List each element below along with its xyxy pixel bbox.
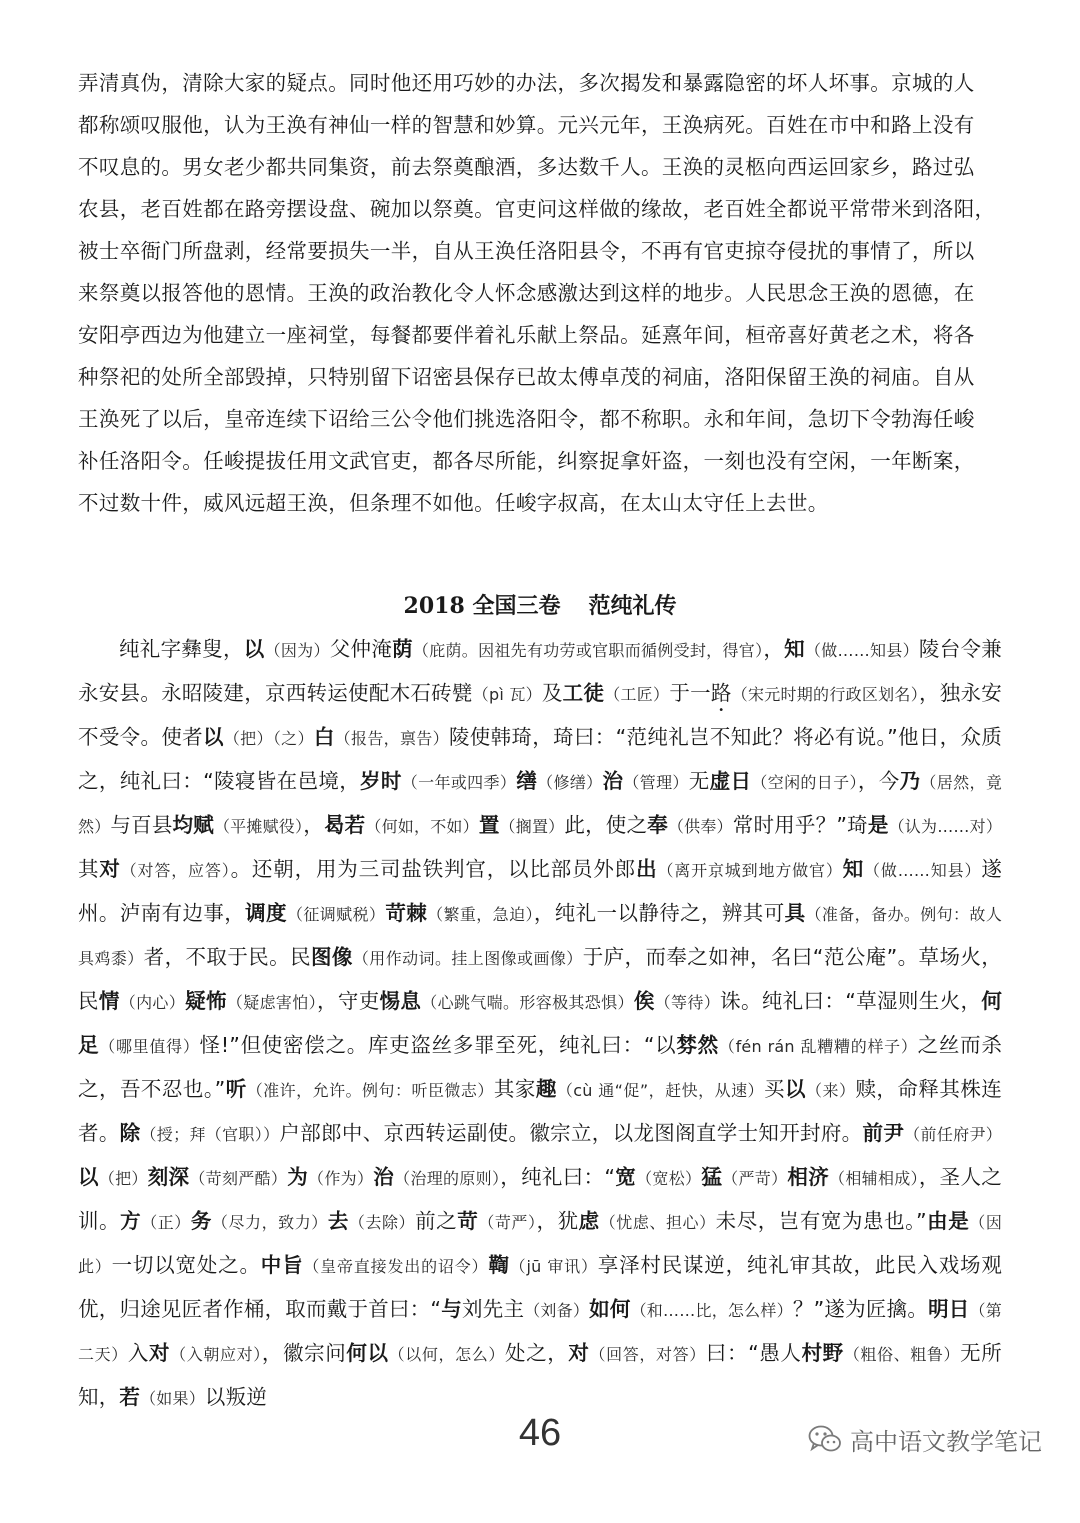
- keyword: 荫: [392, 637, 413, 661]
- keyword: 若: [119, 1385, 141, 1409]
- passage-text: 怪!”但使密偿之。库吏盗丝多罪至死，纯礼曰：“以: [199, 1033, 677, 1057]
- passage-text: 常时用乎？”琦: [732, 813, 868, 837]
- keyword: 猛: [701, 1165, 723, 1189]
- passage-text: ，: [763, 637, 785, 661]
- keyword: 由是: [926, 1209, 970, 1233]
- gloss-note: （粗俗、粗鲁）: [843, 1345, 961, 1364]
- keyword: 中旨: [260, 1253, 304, 1277]
- keyword: 以: [785, 1077, 806, 1101]
- passage-text: 享泽村民谋逆，纯礼审其故，此民入戏场观优，归途见匠者作桶，取而戴于首曰：“: [78, 1253, 1003, 1321]
- intro-line: 都称颂叹服他，认为王涣有神仙一样的智慧和妙算。元兴元年，王涣病死。百姓在市中和路上没有: [78, 113, 975, 137]
- keyword: 疑怖: [185, 989, 227, 1013]
- keyword: 知: [842, 857, 865, 881]
- gloss-note: （把）（之）: [223, 729, 314, 748]
- keyword: 务: [190, 1209, 212, 1233]
- intro-line: 种祭祀的处所全部毁掉，只特别留下诏密县保存已故太傅卓茂的祠庙，洛阳保留王涣的祠庙。自从: [78, 365, 975, 389]
- keyword: 乃: [899, 769, 921, 793]
- gloss-note: （心跳气喘。形容极其恐惧）: [421, 993, 634, 1012]
- passage-text: ，今: [857, 769, 900, 793]
- keyword: 为: [287, 1165, 309, 1189]
- gloss-note: （认为……对）: [888, 817, 1003, 836]
- passage-text: 一切以宽处之。: [111, 1253, 261, 1277]
- keyword: 听: [225, 1077, 247, 1101]
- passage-text: 买: [764, 1077, 786, 1101]
- gloss-note: （苛严）: [478, 1213, 537, 1232]
- gloss-note: （pì 瓦）: [472, 685, 542, 704]
- gloss-note: （jū 审讯）: [509, 1257, 598, 1276]
- keyword: 情: [98, 989, 120, 1013]
- watermark: [808, 1422, 1042, 1456]
- gloss-note: （庇荫。因祖先有功劳或官职而循例受封，得官）: [412, 641, 764, 660]
- keyword: 对: [568, 1341, 590, 1365]
- title-exam: 全国三卷: [472, 593, 561, 619]
- passage-text: ，徽宗问: [261, 1341, 347, 1365]
- passage-text: 无: [688, 769, 710, 793]
- passage-text: 无所知，: [78, 1341, 1002, 1409]
- gloss-note: （搁置）: [499, 817, 565, 836]
- gloss-note: （内心）: [119, 993, 186, 1012]
- gloss-note: （严苛）: [722, 1169, 788, 1188]
- keyword: 出: [636, 857, 658, 881]
- intro-line: 弄清真伪，清除大家的疑点。同时他还用巧妙的办法，多次揭发和暴露隐密的坏人坏事。京城的人: [78, 71, 975, 95]
- passage-text: 与百县: [110, 813, 173, 837]
- keyword: 奉: [647, 813, 668, 837]
- keyword: 对: [149, 1341, 171, 1365]
- passage-text: 父仲淹: [329, 637, 393, 661]
- passage-text: 前之: [415, 1209, 458, 1233]
- keyword: 何足: [78, 989, 1003, 1057]
- intro-line: 被士卒衙门所盘剥，经常要损失一半，自从王涣任洛阳县令，不再有官吏掠夺侵扰的事情了，所以: [78, 239, 975, 263]
- passage-text: 之丝而杀之，吾不忍也。”: [78, 1033, 1003, 1101]
- passage-text: 纯礼字彝叟，: [119, 637, 244, 661]
- keyword: 治: [373, 1165, 395, 1189]
- gloss-note: （治理的原则）: [394, 1169, 501, 1188]
- gloss-note: （管理）: [623, 773, 689, 792]
- passage-text: ，圣人之训。: [78, 1165, 1003, 1233]
- gloss-note: （用作动词。挂上图像或画像）: [352, 949, 583, 968]
- gloss-note: （修缮）: [537, 773, 603, 792]
- passage-text: 其: [78, 857, 100, 881]
- gloss-note: （平摊赋役）: [213, 817, 304, 836]
- gloss-note: （皇帝直接发出的诏令）: [303, 1257, 489, 1276]
- passage-text: 者，不取于民。民: [143, 945, 312, 969]
- gloss-note: （第二天）: [78, 1301, 1002, 1364]
- keyword: 置: [478, 813, 500, 837]
- gloss-note: （因为）: [264, 641, 330, 660]
- passage-text: 此，使之: [564, 813, 648, 837]
- gloss-note: （宽松）: [636, 1169, 702, 1188]
- keyword: 是: [867, 813, 889, 837]
- keyword: 惕息: [379, 989, 422, 1013]
- passage-text: 曰：“愚人: [705, 1341, 802, 1365]
- gloss-note: （准许，允许。例句：听臣微志）: [246, 1081, 494, 1100]
- page-number: 46: [518, 1412, 562, 1454]
- section-title: [78, 584, 1002, 628]
- gloss-note: （前任府尹）: [904, 1125, 1002, 1144]
- gloss-note: （工匠）: [604, 685, 670, 704]
- keyword: 以: [243, 637, 265, 661]
- passage-text: 陵台令兼永安县。永昭陵建，京西转运使配木石砖甓: [78, 637, 1002, 705]
- gloss-note: （正）: [141, 1213, 191, 1232]
- gloss-note: （以何，怎么）: [388, 1345, 505, 1364]
- gloss-note: （准备，备办。例句：故人具鸡黍）: [78, 905, 1003, 968]
- gloss-note: （供奉）: [667, 817, 733, 836]
- gloss-note: （宋元时期的行政区划名）: [731, 685, 919, 704]
- gloss-note: （苛刻严酷）: [189, 1169, 288, 1188]
- intro-line: 补任洛阳令。任峻提拔任用文武官吏，都各尽所能，纠察捉拿奸盗，一刻也没有空闲，一年断案，: [78, 449, 975, 473]
- keyword: 宽: [615, 1165, 637, 1189]
- keyword: 明日: [928, 1297, 970, 1321]
- gloss-note: （离开京城到地方做官）: [657, 861, 843, 880]
- gloss-note: （忧虑、担心）: [599, 1213, 716, 1232]
- keyword: 工徒: [562, 681, 605, 705]
- gloss-note: （授；拜（官职））: [140, 1125, 280, 1144]
- keyword: 与: [441, 1297, 462, 1321]
- keyword: 具: [784, 901, 806, 925]
- keyword: 相济: [787, 1165, 830, 1189]
- passage-text: 赎，命释其株连者。: [78, 1077, 1003, 1145]
- passage-text: 处之，: [504, 1341, 569, 1365]
- keyword: 棼然: [676, 1033, 719, 1057]
- gloss-note: （如果）: [140, 1389, 205, 1408]
- keyword: 苛: [457, 1209, 479, 1233]
- gloss-note: （相辅相成）: [829, 1169, 919, 1188]
- keyword: 曷若: [323, 813, 366, 837]
- keyword: 除: [119, 1121, 141, 1145]
- gloss-note: （和……比，怎么样）: [630, 1301, 793, 1320]
- gloss-note: （来）: [806, 1081, 856, 1100]
- gloss-note: （何如，不如）: [365, 817, 479, 836]
- passage-text: 及: [541, 681, 563, 705]
- keyword: 知: [784, 637, 805, 661]
- passage-text: ，: [303, 813, 324, 837]
- keyword: 鞫: [488, 1253, 510, 1277]
- keyword: 刻深: [147, 1165, 190, 1189]
- keyword: 苛棘: [385, 901, 428, 925]
- intro-paragraph: [78, 62, 1002, 524]
- passage-text: 未尽，岂有宽为患也。”: [715, 1209, 927, 1233]
- keyword: 对: [99, 857, 121, 881]
- passage-text: ，犹: [536, 1209, 579, 1233]
- passage-text: 遂州。泸南有边事，: [78, 857, 1003, 925]
- gloss-note: （去除）: [348, 1213, 416, 1232]
- annotated-passage: [78, 628, 1002, 1420]
- keyword: 前尹: [862, 1121, 905, 1145]
- gloss-note: （作为）: [308, 1169, 374, 1188]
- keyword: 缮: [516, 769, 538, 793]
- title-name: 范纯礼传: [588, 593, 677, 619]
- gloss-note: （尽力，致力）: [211, 1213, 328, 1232]
- keyword: 去: [327, 1209, 349, 1233]
- document-page: [78, 62, 1002, 1420]
- intro-line: 王涣死了以后，皇帝连续下诏给三公令他们挑选洛阳令，都不称职。永和年间，急切下令勃海任峻: [78, 407, 975, 431]
- keyword: 趣: [535, 1077, 557, 1101]
- passage-text: 户部郎中、京西转运副使。徽宗立，以龙图阁直学士知开封府。: [279, 1121, 863, 1145]
- keyword: 均赋: [172, 813, 214, 837]
- keyword: 图像: [311, 945, 353, 969]
- gloss-note: （等待）: [654, 993, 721, 1012]
- watermark-text: 高中语文教学笔记: [850, 1427, 1042, 1456]
- gloss-note: （fén rán 乱糟糟的样子）: [718, 1037, 918, 1056]
- gloss-note: （做……知县）: [864, 861, 982, 880]
- gloss-note: （入朝应对）: [170, 1345, 262, 1364]
- passage-text: 以叛逆: [204, 1385, 268, 1409]
- keyword: 虑: [578, 1209, 600, 1233]
- keyword: 如何: [589, 1297, 631, 1321]
- gloss-note: （刘备）: [524, 1301, 590, 1320]
- gloss-note: （cù 通“促”，赶快，从速）: [556, 1081, 765, 1100]
- keyword: 白: [313, 725, 335, 749]
- passage-text: 于庐，而奉之如神，名曰“范公庵”。草场火，民: [78, 945, 1002, 1013]
- gloss-note: （繁重，急迫）: [427, 905, 534, 924]
- keyword: 岁时: [360, 769, 402, 793]
- intro-line: 不过数十件，威风远超王涣，但条理不如他。任峻字叔高，在太山太守任上去世。: [78, 491, 829, 515]
- keyword: 方: [120, 1209, 142, 1233]
- gloss-note: （把）: [98, 1169, 148, 1188]
- gloss-note: （居然，竟然）: [78, 773, 1003, 836]
- gloss-note: （一年或四季）: [401, 773, 517, 792]
- dotted-character: 路: [710, 681, 732, 705]
- intro-line: 不叹息的。男女老少都共同集资，前去祭奠酿酒，多达数千人。王涣的灵柩向西运回家乡，路过弘: [78, 155, 975, 179]
- gloss-note: （对答，应答）: [120, 861, 231, 880]
- keyword: 何以: [346, 1341, 389, 1365]
- passage-text: ，纯礼曰：“: [500, 1165, 616, 1189]
- intro-line: 农县，老百姓都在路旁摆设盘、碗加以祭奠。官吏问这样做的缘故，老百姓全都说平常带米到洛阳，: [78, 197, 996, 221]
- passage-text: ，守吏: [316, 989, 380, 1013]
- gloss-note: （空闲的日子）: [751, 773, 858, 792]
- passage-text: 于一: [669, 681, 711, 705]
- title-year: 2018: [403, 593, 465, 619]
- gloss-note: （做……知县）: [804, 641, 919, 660]
- passage-text: 其家: [493, 1077, 536, 1101]
- intro-line: 来祭奠以报答他的恩情。王涣的政治教化令人怀念感激达到这样的地步。人民思念王涣的恩德，在: [78, 281, 975, 305]
- keyword: 俟: [633, 989, 655, 1013]
- keyword: 虚日: [709, 769, 752, 793]
- gloss-note: （因此）: [78, 1213, 1003, 1276]
- passage-text: ，纯礼一以静待之，辨其可: [533, 901, 785, 925]
- keyword: 以: [78, 1165, 99, 1189]
- gloss-note: （报告，禀告）: [334, 729, 449, 748]
- passage-text: 入: [127, 1341, 149, 1365]
- gloss-note: （征调赋税）: [286, 905, 386, 924]
- passage-text: ？”遂为匠擒。: [792, 1297, 929, 1321]
- keyword: 以: [202, 725, 224, 749]
- intro-line: 安阳亭西边为他建立一座祠堂，每餐都要伴着礼乐献上祭品。延熹年间，桓帝喜好黄老之术，将各: [78, 323, 975, 347]
- keyword: 治: [602, 769, 624, 793]
- keyword: 调度: [245, 901, 287, 925]
- passage-text: 刘先主: [461, 1297, 525, 1321]
- gloss-note: （哪里值得）: [99, 1037, 200, 1056]
- keyword: 村野: [801, 1341, 844, 1365]
- wechat-icon: [808, 1424, 842, 1454]
- passage-text: ，独永安不受令。使者: [78, 681, 1003, 749]
- passage-text: 。还朝，用为三司盐铁判官，以比部员外郎: [230, 857, 637, 881]
- passage-text: 诛。纯礼曰：“草湿则生火，: [720, 989, 982, 1013]
- gloss-note: （疑虑害怕）: [226, 993, 317, 1012]
- gloss-note: （回答，对答）: [589, 1345, 706, 1364]
- passage-text: 陵使韩琦，琦曰：“范纯礼岂不知此？将必有说。”他日，众质之，纯礼曰：“陵寝皆在邑境，: [78, 725, 1003, 793]
